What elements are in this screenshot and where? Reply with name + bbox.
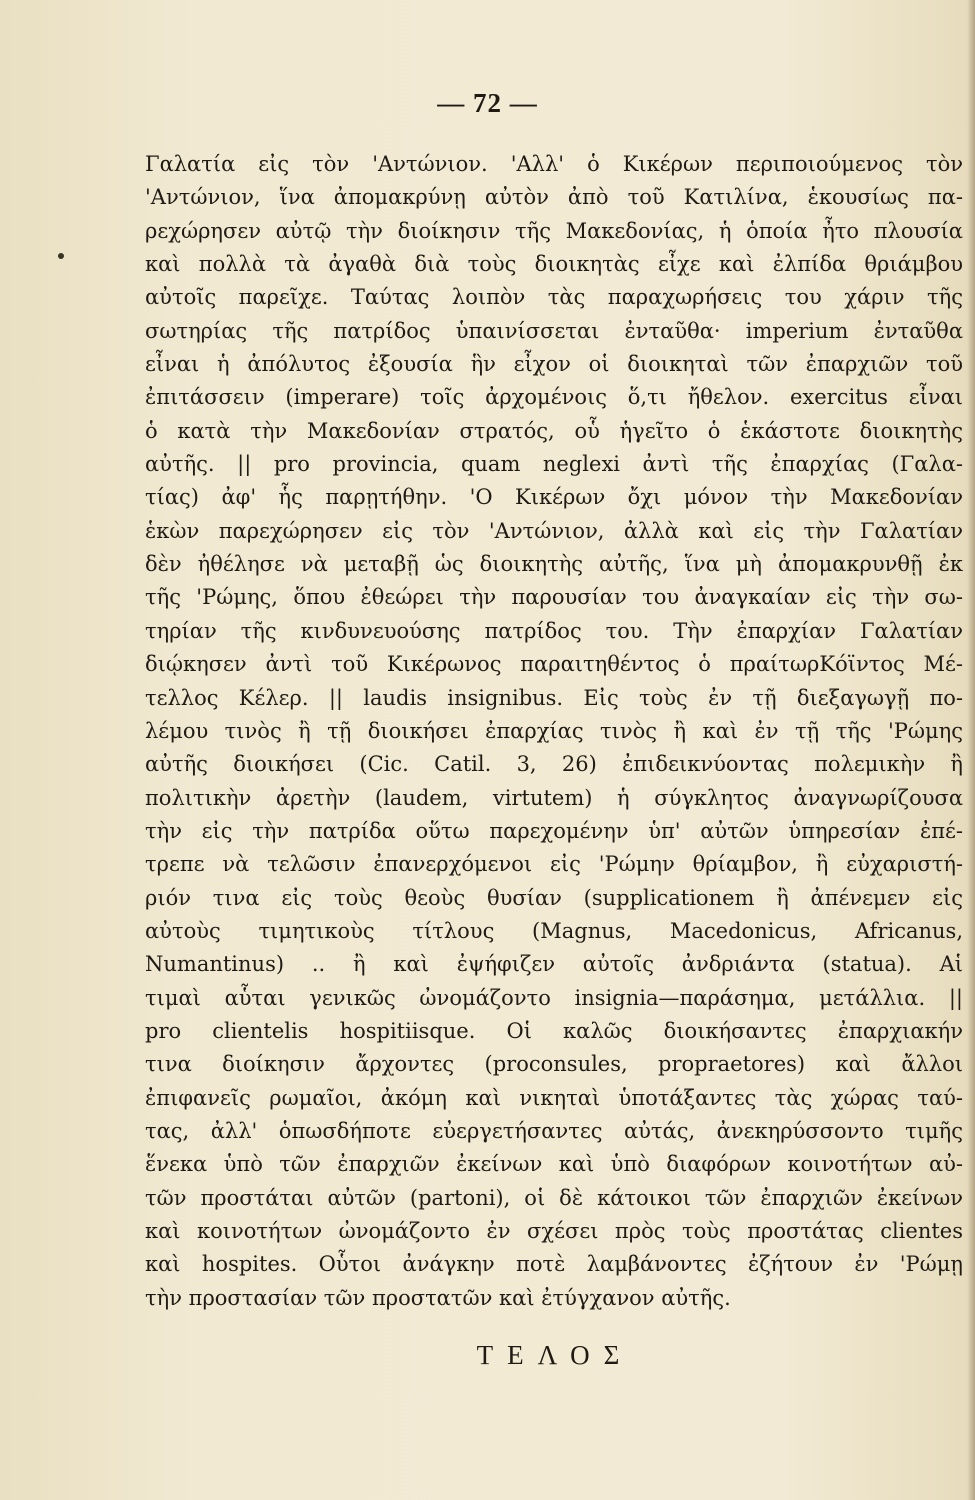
text-line: αὐτοὺς τιμητικοὺς τίτλους (Magnus, Macedonicus, Africanus,: [145, 918, 963, 943]
text-line: καὶ hospites. Οὗτοι ἀνάγκην ποτὲ λαμβάνοντες ἐζήτουν ἐν 'Ρώμῃ: [145, 1252, 963, 1277]
text-line: σωτηρίας τῆς πατρίδος ὑπαινίσσεται ἐνταῦθα· imperium ἐνταῦθα: [145, 318, 963, 343]
text-line: 'Αντώνιον, ἵνα ἀπομακρύνῃ αὐτὸν ἀπὸ τοῦ Κατιλίνα, ἑκουσίως πα-: [145, 185, 963, 210]
text-line: ἐπιφανεῖς ρωμαῖοι, ἀκόμη καὶ νικηταὶ ὑποτάξαντες τὰς χώρας ταύ-: [145, 1085, 963, 1110]
text-line: τρεπε νὰ τελῶσιν ἐπανερχόμενοι εἰς 'Ρώμην θρίαμβον, ἢ εὐχαριστή-: [145, 852, 963, 877]
text-line: ἑκὼν παρεχώρησεν εἰς τὸν 'Αντώνιον, ἀλλὰ καὶ εἰς τὴν Γαλατίαν: [145, 518, 963, 543]
page-number: — 72 —: [437, 88, 538, 118]
text-line: τελλος Κέλερ. || laudis insignibus. Εἰς τοὺς ἐν τῇ διεξαγωγῇ πο-: [145, 685, 963, 710]
text-line: Γαλατία εἰς τὸν 'Αντώνιον. 'Αλλ' ὁ Κικέρων περιποιούμενος τὸν: [145, 152, 963, 176]
text-line: πολιτικὴν ἀρετὴν (laudem, virtutem) ἡ σύγκλητος ἀναγνωρίζουσα: [145, 785, 963, 810]
text-line: ὁ κατὰ τὴν Μακεδονίαν στρατός, οὗ ἡγεῖτο ὁ ἑκάστοτε διοικητὴς: [145, 418, 963, 443]
text-line: τας, ἀλλ' ὁπωσδήποτε εὐεργετήσαντες αὐτάς, ἀνεκηρύσσοντο τιμῆς: [145, 1118, 963, 1143]
text-line: αὐτῆς. || pro provincia, quam neglexi ἀντὶ τῆς ἐπαρχίας (Γαλα-: [145, 452, 963, 477]
text-line: ἐπιτάσσειν (imperare) τοῖς ἀρχομένοις ὅ,τι ἤθελον. exercitus εἶναι: [145, 385, 963, 410]
text-line: τηρίαν τῆς κινδυνευούσης πατρίδος του. Τὴν ἐπαρχίαν Γαλατίαν: [145, 618, 963, 643]
text-line: τῆς 'Ρώμης, ὅπου ἐθεώρει τὴν παρουσίαν του ἀναγκαίαν εἰς τὴν σω-: [145, 585, 963, 610]
text-line: Numantinus) .. ἢ καὶ ἐψήφιζεν αὐτοῖς ἀνδριάντα (statua). Αἱ: [145, 952, 963, 977]
text-line: καὶ κοινοτήτων ὠνομάζοντο ἐν σχέσει πρὸς τοὺς προστάτας clientes: [145, 1219, 963, 1243]
text-line: αὐτῆς διοικήσει (Cic. Catil. 3, 26) ἐπιδεικνύοντας πολεμικὴν ἢ: [145, 752, 963, 777]
text-line: δὲν ἠθέλησε νὰ μεταβῇ ὡς διοικητὴς αὐτῆς, ἵνα μὴ ἀπομακρυνθῇ ἐκ: [145, 552, 963, 577]
text-line: αὐτοῖς παρεῖχε. Ταύτας λοιπὸν τὰς παραχωρήσεις του χάριν τῆς: [145, 285, 963, 310]
body-text: [145, 148, 963, 1315]
text-line: τὴν εἰς τὴν πατρίδα οὕτω παρεχομένην ὑπ' αὐτῶν ὑπηρεσίαν ἐπέ-: [145, 818, 963, 843]
ink-speck: [58, 253, 64, 259]
text-line: τίας) ἀφ' ἧς παρῃτήθην. 'Ο Κικέρων ὄχι μόνον τὴν Μακεδονίαν: [145, 485, 963, 510]
text-line: pro clientelis hospitiisque. Οἱ καλῶς διοικήσαντες ἐπαρχιακήν: [145, 1018, 963, 1043]
text-line: διῴκησεν ἀντὶ τοῦ Κικέρωνος παραιτηθέντος ὁ πραίτωρΚόϊντος Μέ-: [145, 652, 963, 677]
text-line: ἕνεκα ὑπὸ τῶν ἐπαρχιῶν ἐκείνων καὶ ὑπὸ διαφόρων κοινοτήτων αὐ-: [145, 1152, 963, 1177]
text-line-last: τὴν προστασίαν τῶν προστατῶν καὶ ἐτύγχανον αὐτῆς.: [145, 1285, 731, 1310]
page-edge-shadow: [967, 0, 975, 1500]
closing-word: ΤΕΛΟΣ: [476, 1340, 634, 1370]
text-line: εἶναι ἡ ἀπόλυτος ἐξουσία ἣν εἶχον οἱ διοικηταὶ τῶν ἐπαρχιῶν τοῦ: [145, 352, 963, 377]
text-line: ριόν τινα εἰς τοὺς θεοὺς θυσίαν (supplicationem ἢ ἀπένεμεν εἰς: [145, 885, 963, 910]
text-line: ρεχώρησεν αὐτῷ τὴν διοίκησιν τῆς Μακεδονίας, ἡ ὁποία ἦτο πλουσία: [145, 218, 963, 243]
text-line: τιμαὶ αὗται γενικῶς ὠνομάζοντο insignia—παράσημα, μετάλλια. ||: [145, 985, 963, 1010]
text-line: τινα διοίκησιν ἄρχοντες (proconsules, propraetores) καὶ ἄλλοι: [145, 1052, 963, 1077]
text-line: καὶ πολλὰ τὰ ἀγαθὰ διὰ τοὺς διοικητὰς εἶχε καὶ ἐλπίδα θριάμβου: [145, 252, 963, 277]
text-line: λέμου τινὸς ἢ τῇ διοικήσει ἐπαρχίας τινὸς ἢ καὶ ἐν τῇ τῆς 'Ρώμης: [145, 718, 963, 743]
text-line: τῶν προστάται αὐτῶν (partoni), οἱ δὲ κάτοικοι τῶν ἐπαρχιῶν ἐκείνων: [145, 1185, 963, 1210]
